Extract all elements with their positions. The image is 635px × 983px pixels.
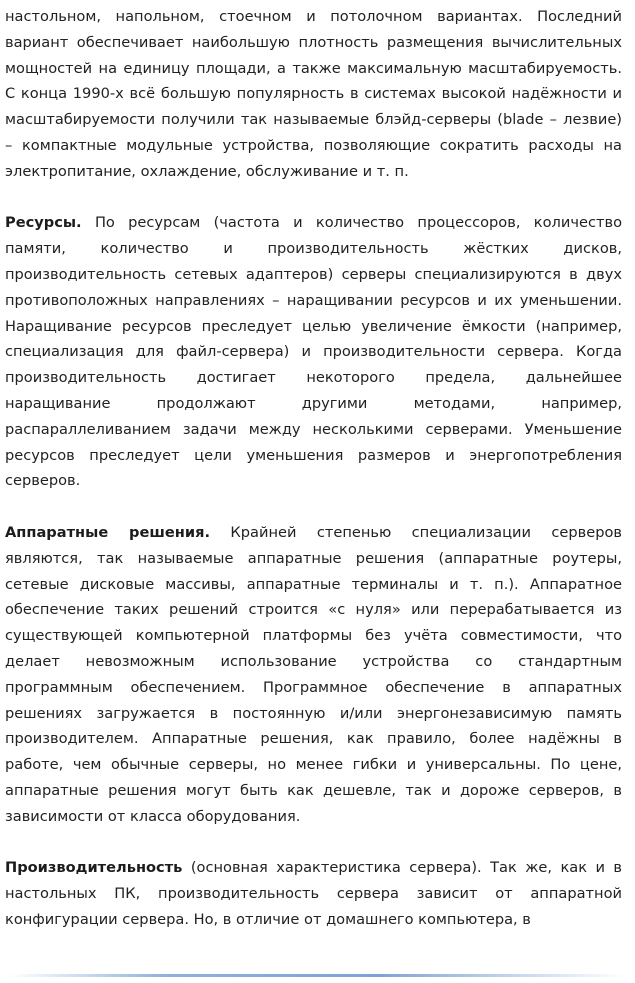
intro-text: настольном, напольном, стоечном и потолочном вариантах. Последний вариант обеспечивает наибольшую плотность размещения вычислительных мощностей на единицу площади, а также максимальную масштабируемость. С конца 1990-х всё большую популярность в системах высокой надёжности и масштабируемости получили так называемые блэйд-серверы (blade – лезвие) – компактные модульные устройства, позволяющие сократить расходы на электропитание, охлаждение, обслуживание и т. п. [5, 8, 622, 180]
paragraph-gap [5, 830, 622, 856]
section-heading-hardware-solutions: Аппаратные решения. [5, 523, 211, 541]
section-body-resources: По ресурсам (частота и количество процессоров, количество памяти, количество и производительность жёстких дисков, производительность сетевых адаптеров) серверы специализируются в двух противоположных направлениях – наращивании ресурсов и их уменьшении. Наращивание ресурсов преследует целью увеличение ёмкости (например, специализация для файл-сервера) и производительности сервера. Когда производительность достигает некоторого предела, дальнейшее наращивание продолжают другими методами, например, распараллеливанием задачи между несколькими серверами. Уменьшение ресурсов преследует цели уменьшения размеров и энергопотребления серверов. [5, 214, 623, 490]
paragraph-gap [5, 494, 622, 520]
section-heading-performance: Производительность [5, 859, 183, 877]
section-body-hardware-solutions: Крайней степенью специализации серверов являются, так называемые аппаратные решения (аппаратные роутеры, сетевые дисковые массивы, аппаратные терминалы и т. п.). Аппаратное обеспечение таких решений строится «с нуля» или перерабатывается из существующей компьютерной платформы без учёта совместимости, что делает невозможным использование устройства со стандартным программным обеспечением. Программное обеспечение в аппаратных решениях загружается в постоянную и/или энергонезависимую память производителем. Аппаратные решения, как правило, более надёжны в работе, чем обычные серверы, но менее гибки и универсальны. По цене, аппаратные решения могут быть как дешевле, так и дороже серверов, в зависимости от класса оборудования. [5, 523, 622, 825]
section-performance [5, 855, 622, 932]
intro-paragraph [5, 4, 622, 185]
document-page [5, 4, 622, 933]
section-hardware-solutions [5, 520, 622, 830]
section-body-performance: (основная характеристика сервера). Так же, как и в настольных ПК, производительность сервера зависит от аппаратной конфигурации сервера. Но, в отличие от домашнего компьютера, в [5, 859, 623, 928]
section-heading-resources: Ресурсы. [5, 214, 82, 232]
section-resources [5, 210, 622, 494]
paragraph-gap [5, 185, 622, 211]
page-bottom-divider [10, 974, 625, 977]
